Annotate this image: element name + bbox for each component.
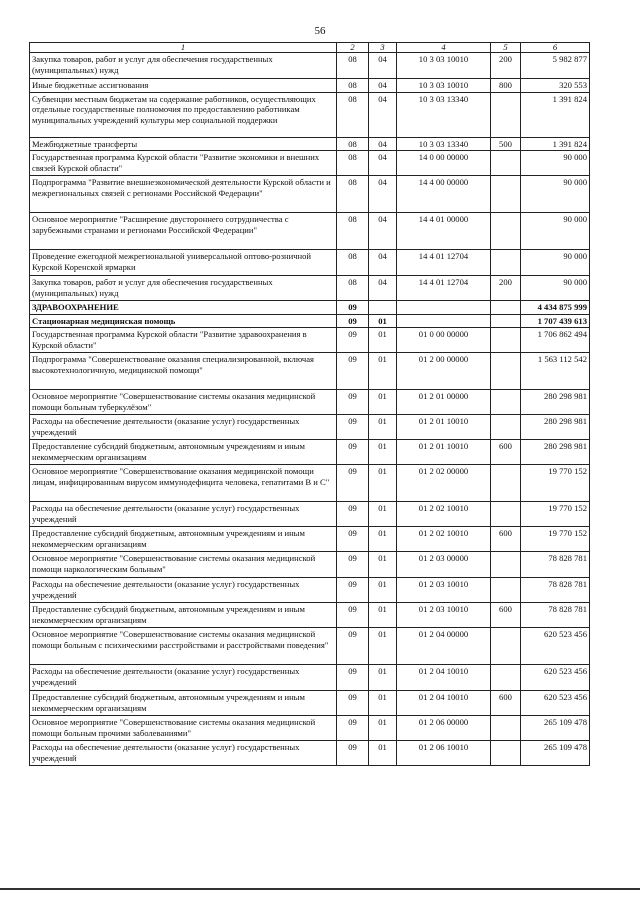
table-row [30, 314, 590, 328]
expense-type-code [491, 716, 521, 741]
subsection-code: 01 [369, 328, 397, 353]
table-row [30, 92, 590, 137]
table-row [30, 353, 590, 390]
amount: 1 706 862 494 [521, 328, 590, 353]
table-row [30, 628, 590, 665]
section-code: 09 [337, 353, 369, 390]
row-label: Подпрограмма "Развитие внешнеэкономической деятельности Курской области и межрегиональных связей с регионами Российской Федерации" [30, 176, 337, 213]
amount: 620 523 456 [521, 691, 590, 716]
target-article-code: 01 2 02 00000 [397, 465, 491, 502]
expense-type-code [491, 328, 521, 353]
table-row [30, 440, 590, 465]
section-code: 09 [337, 628, 369, 665]
section-code: 09 [337, 665, 369, 691]
table-row [30, 665, 590, 691]
page-bottom-rule [0, 888, 640, 890]
target-article-code: 14 4 01 00000 [397, 213, 491, 250]
subsection-code: 04 [369, 137, 397, 151]
row-label: Расходы на обеспечение деятельности (оказание услуг) государственных учреждений [30, 415, 337, 440]
section-code: 09 [337, 328, 369, 353]
target-article-code: 10 3 03 13340 [397, 137, 491, 151]
budget-table [29, 42, 590, 766]
section-code: 09 [337, 578, 369, 603]
subsection-code: 01 [369, 465, 397, 502]
amount: 1 563 112 542 [521, 353, 590, 390]
subsection-code: 01 [369, 415, 397, 440]
target-article-code [397, 314, 491, 328]
subsection-code: 01 [369, 314, 397, 328]
expense-type-code [491, 665, 521, 691]
amount: 78 828 781 [521, 552, 590, 578]
amount: 19 770 152 [521, 527, 590, 552]
table-row [30, 213, 590, 250]
expense-type-code [491, 314, 521, 328]
target-article-code: 01 2 01 10010 [397, 440, 491, 465]
row-label: Основное мероприятие "Совершенствование системы оказания медицинской помощи больным с психическими расстройствами и расстройствами поведения" [30, 628, 337, 665]
subsection-code: 04 [369, 176, 397, 213]
row-label: Предоставление субсидий бюджетным, автономным учреждениям и иным некоммерческим организациям [30, 603, 337, 628]
row-label: ЗДРАВООХРАНЕНИЕ [30, 301, 337, 315]
amount: 280 298 981 [521, 440, 590, 465]
amount: 90 000 [521, 176, 590, 213]
table-row [30, 301, 590, 315]
subsection-code: 04 [369, 276, 397, 301]
subsection-code: 01 [369, 603, 397, 628]
target-article-code: 01 2 04 10010 [397, 691, 491, 716]
amount: 620 523 456 [521, 628, 590, 665]
row-label: Основное мероприятие "Совершенствование системы оказания медицинской помощи больным прочими заболеваниями" [30, 716, 337, 741]
subsection-code [369, 301, 397, 315]
amount: 1 391 824 [521, 92, 590, 137]
row-label: Закупка товаров, работ и услуг для обеспечения государственных (муниципальных) нужд [30, 276, 337, 301]
column-number-header: 6 [521, 43, 590, 53]
amount: 1 391 824 [521, 137, 590, 151]
target-article-code: 14 4 00 00000 [397, 176, 491, 213]
subsection-code: 04 [369, 151, 397, 176]
amount: 4 434 875 999 [521, 301, 590, 315]
target-article-code: 01 2 06 00000 [397, 716, 491, 741]
table-row [30, 552, 590, 578]
row-label: Предоставление субсидий бюджетным, автономным учреждениям и иным некоммерческим организациям [30, 691, 337, 716]
target-article-code: 01 2 04 00000 [397, 628, 491, 665]
subsection-code: 04 [369, 53, 397, 79]
section-code: 08 [337, 53, 369, 79]
expense-type-code [491, 578, 521, 603]
expense-type-code: 600 [491, 603, 521, 628]
expense-type-code [491, 213, 521, 250]
column-number-header: 1 [30, 43, 337, 53]
table-row [30, 415, 590, 440]
table-row [30, 137, 590, 151]
target-article-code: 01 0 00 00000 [397, 328, 491, 353]
row-label: Основное мероприятие "Совершенствование оказания медицинской помощи лицам, инфицированным вирусом иммунодефицита человека, гепатитами В и С" [30, 465, 337, 502]
amount: 78 828 781 [521, 578, 590, 603]
subsection-code: 01 [369, 665, 397, 691]
row-label: Иные бюджетные ассигнования [30, 79, 337, 93]
target-article-code: 10 3 03 13340 [397, 92, 491, 137]
table-row [30, 250, 590, 276]
row-label: Субвенции местным бюджетам на содержание работников, осуществляющих отдельные государственные полномочия по предоставлению работникам муниципальных учреждений культуры мер социальной поддержки [30, 92, 337, 137]
subsection-code: 01 [369, 552, 397, 578]
target-article-code: 14 0 00 00000 [397, 151, 491, 176]
expense-type-code [491, 353, 521, 390]
row-label: Государственная программа Курской области "Развитие здравоохранения в Курской области" [30, 328, 337, 353]
amount: 90 000 [521, 276, 590, 301]
table-row [30, 465, 590, 502]
section-code: 09 [337, 552, 369, 578]
expense-type-code [491, 390, 521, 415]
expense-type-code: 600 [491, 691, 521, 716]
subsection-code: 04 [369, 92, 397, 137]
section-code: 08 [337, 137, 369, 151]
row-label: Закупка товаров, работ и услуг для обеспечения государственных (муниципальных) нужд [30, 53, 337, 79]
row-label: Расходы на обеспечение деятельности (оказание услуг) государственных учреждений [30, 741, 337, 766]
amount: 5 982 877 [521, 53, 590, 79]
expense-type-code: 500 [491, 137, 521, 151]
section-code: 09 [337, 415, 369, 440]
subsection-code: 01 [369, 578, 397, 603]
subsection-code: 01 [369, 502, 397, 527]
amount: 265 109 478 [521, 741, 590, 766]
subsection-code: 01 [369, 390, 397, 415]
section-code: 08 [337, 213, 369, 250]
subsection-code: 01 [369, 353, 397, 390]
subsection-code: 01 [369, 741, 397, 766]
section-code: 09 [337, 440, 369, 465]
amount: 265 109 478 [521, 716, 590, 741]
table-row [30, 578, 590, 603]
page-number: 56 [314, 25, 326, 37]
table-row [30, 741, 590, 766]
table-row [30, 276, 590, 301]
target-article-code: 01 2 06 10010 [397, 741, 491, 766]
section-code: 09 [337, 716, 369, 741]
section-code: 09 [337, 314, 369, 328]
amount: 280 298 981 [521, 415, 590, 440]
expense-type-code [491, 301, 521, 315]
expense-type-code: 800 [491, 79, 521, 93]
subsection-code: 04 [369, 250, 397, 276]
expense-type-code: 600 [491, 527, 521, 552]
expense-type-code [491, 552, 521, 578]
target-article-code: 01 2 02 10010 [397, 502, 491, 527]
target-article-code: 10 3 03 10010 [397, 79, 491, 93]
section-code: 09 [337, 741, 369, 766]
table-row [30, 53, 590, 79]
target-article-code: 10 3 03 10010 [397, 53, 491, 79]
target-article-code: 01 2 03 00000 [397, 552, 491, 578]
row-label: Предоставление субсидий бюджетным, автономным учреждениям и иным некоммерческим организациям [30, 440, 337, 465]
row-label: Расходы на обеспечение деятельности (оказание услуг) государственных учреждений [30, 502, 337, 527]
expense-type-code [491, 415, 521, 440]
table-row [30, 603, 590, 628]
table-row [30, 176, 590, 213]
table-row [30, 390, 590, 415]
target-article-code: 01 2 02 10010 [397, 527, 491, 552]
row-label: Основное мероприятие "Совершенствование системы оказания медицинской помощи больным туберкулёзом" [30, 390, 337, 415]
section-code: 08 [337, 176, 369, 213]
section-code: 09 [337, 603, 369, 628]
expense-type-code [491, 92, 521, 137]
section-code: 09 [337, 301, 369, 315]
section-code: 09 [337, 527, 369, 552]
expense-type-code: 600 [491, 440, 521, 465]
section-code: 08 [337, 276, 369, 301]
table-row [30, 716, 590, 741]
subsection-code: 01 [369, 691, 397, 716]
amount: 90 000 [521, 250, 590, 276]
table-row [30, 691, 590, 716]
target-article-code: 01 2 00 00000 [397, 353, 491, 390]
amount: 1 707 439 613 [521, 314, 590, 328]
target-article-code [397, 301, 491, 315]
row-label: Расходы на обеспечение деятельности (оказание услуг) государственных учреждений [30, 578, 337, 603]
target-article-code: 14 4 01 12704 [397, 250, 491, 276]
section-code: 09 [337, 465, 369, 502]
column-number-header: 4 [397, 43, 491, 53]
amount: 280 298 981 [521, 390, 590, 415]
section-code: 08 [337, 79, 369, 93]
table-row [30, 328, 590, 353]
table-row [30, 79, 590, 93]
row-label: Подпрограмма "Совершенствование оказания специализированной, включая высокотехнологичную, медицинской помощи" [30, 353, 337, 390]
table-row [30, 502, 590, 527]
row-label: Государственная программа Курской области "Развитие экономики и внешних связей Курской области" [30, 151, 337, 176]
section-code: 09 [337, 390, 369, 415]
subsection-code: 01 [369, 527, 397, 552]
expense-type-code [491, 465, 521, 502]
section-code: 08 [337, 151, 369, 176]
target-article-code: 01 2 04 10010 [397, 665, 491, 691]
subsection-code: 04 [369, 79, 397, 93]
target-article-code: 01 2 01 10010 [397, 415, 491, 440]
expense-type-code [491, 250, 521, 276]
amount: 90 000 [521, 213, 590, 250]
amount: 78 828 781 [521, 603, 590, 628]
section-code: 09 [337, 502, 369, 527]
target-article-code: 14 4 01 12704 [397, 276, 491, 301]
amount: 19 770 152 [521, 502, 590, 527]
expense-type-code [491, 628, 521, 665]
section-code: 08 [337, 92, 369, 137]
expense-type-code [491, 151, 521, 176]
expense-type-code: 200 [491, 53, 521, 79]
target-article-code: 01 2 03 10010 [397, 603, 491, 628]
subsection-code: 01 [369, 628, 397, 665]
amount: 19 770 152 [521, 465, 590, 502]
section-code: 09 [337, 691, 369, 716]
amount: 320 553 [521, 79, 590, 93]
expense-type-code [491, 741, 521, 766]
row-label: Стационарная медицинская помощь [30, 314, 337, 328]
row-label: Проведение ежегодной межрегиональной универсальной оптово-розничной Курской Коренской ярмарки [30, 250, 337, 276]
row-label: Межбюджетные трансферты [30, 137, 337, 151]
subsection-code: 01 [369, 440, 397, 465]
subsection-code: 04 [369, 213, 397, 250]
column-number-header: 2 [337, 43, 369, 53]
table-row [30, 151, 590, 176]
column-number-header: 5 [491, 43, 521, 53]
column-number-row [30, 43, 590, 53]
table-row [30, 527, 590, 552]
expense-type-code [491, 176, 521, 213]
row-label: Основное мероприятие "Расширение двустороннего сотрудничества с зарубежными странами и регионами Российской Федерации" [30, 213, 337, 250]
row-label: Предоставление субсидий бюджетным, автономным учреждениям и иным некоммерческим организациям [30, 527, 337, 552]
target-article-code: 01 2 01 00000 [397, 390, 491, 415]
target-article-code: 01 2 03 10010 [397, 578, 491, 603]
expense-type-code [491, 502, 521, 527]
subsection-code: 01 [369, 716, 397, 741]
row-label: Расходы на обеспечение деятельности (оказание услуг) государственных учреждений [30, 665, 337, 691]
section-code: 08 [337, 250, 369, 276]
expense-type-code: 200 [491, 276, 521, 301]
amount: 620 523 456 [521, 665, 590, 691]
column-number-header: 3 [369, 43, 397, 53]
amount: 90 000 [521, 151, 590, 176]
row-label: Основное мероприятие "Совершенствование системы оказания медицинской помощи наркологическим больным" [30, 552, 337, 578]
